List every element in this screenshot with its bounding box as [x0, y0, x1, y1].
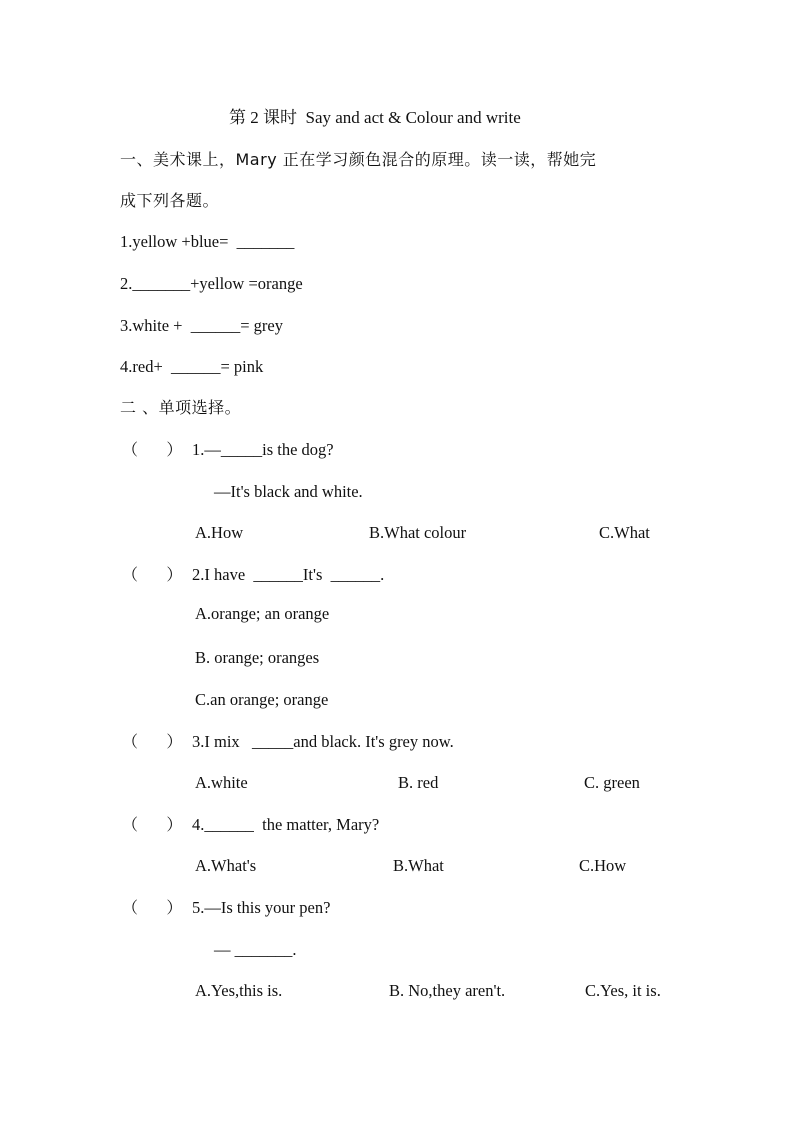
question-2-stem: 2.I have ______It's ______.: [192, 565, 385, 584]
answer-paren-q2: （ ）: [122, 565, 183, 584]
question-3-stem: 3.I mix _____and black. It's grey now.: [192, 732, 454, 751]
question-5-option-a: A.Yes,this is.: [195, 981, 283, 1000]
question-4-option-c: C.How: [579, 856, 627, 875]
question-1-option-b: B.What colour: [369, 523, 467, 542]
question-3-option-b: B. red: [398, 773, 439, 792]
question-5-stem: 5.—Is this your pen?: [192, 898, 331, 917]
section2-heading: 二 、单项选择。: [120, 398, 242, 417]
question-2-option-b: B. orange; oranges: [195, 648, 320, 667]
question-4-option-b: B.What: [393, 856, 444, 875]
section1-item-4: 4.red+ ______= pink: [120, 357, 264, 376]
section1-item-3: 3.white + ______= grey: [120, 316, 283, 335]
question-1-option-c: C.What: [599, 523, 650, 542]
question-1-option-a: A.How: [195, 523, 244, 542]
answer-paren-q3: （ ）: [122, 732, 183, 751]
question-5-option-c: C.Yes, it is.: [585, 981, 661, 1000]
question-1-stem: 1.—_____is the dog?: [192, 440, 334, 459]
question-3-option-a: A.white: [195, 773, 248, 792]
section1-item-1: 1.yellow +blue= _______: [120, 232, 295, 251]
question-2-option-a: A.orange; an orange: [195, 604, 330, 623]
answer-paren-q1: （ ）: [122, 440, 183, 459]
question-5-option-b: B. No,they aren't.: [389, 981, 506, 1000]
question-5-answer-line: — _______.: [214, 940, 297, 959]
worksheet-title: 第 2 课时 Say and act & Colour and write: [229, 108, 521, 127]
section1-heading-line2: 成下列各题。: [120, 191, 220, 210]
section1-item-2: 2._______+yellow =orange: [120, 274, 303, 293]
answer-paren-q4: （ ）: [122, 815, 183, 834]
question-2-option-c: C.an orange; orange: [195, 690, 329, 709]
question-4-stem: 4.______ the matter, Mary?: [192, 815, 380, 834]
section1-heading-line1: 一、美术课上，Mary 正在学习颜色混合的原理。读一读，帮她完: [120, 150, 597, 169]
question-3-option-c: C. green: [584, 773, 640, 792]
question-1-answer-line: —It's black and white.: [214, 482, 363, 501]
question-4-option-a: A.What's: [195, 856, 257, 875]
answer-paren-q5: （ ）: [122, 898, 183, 917]
